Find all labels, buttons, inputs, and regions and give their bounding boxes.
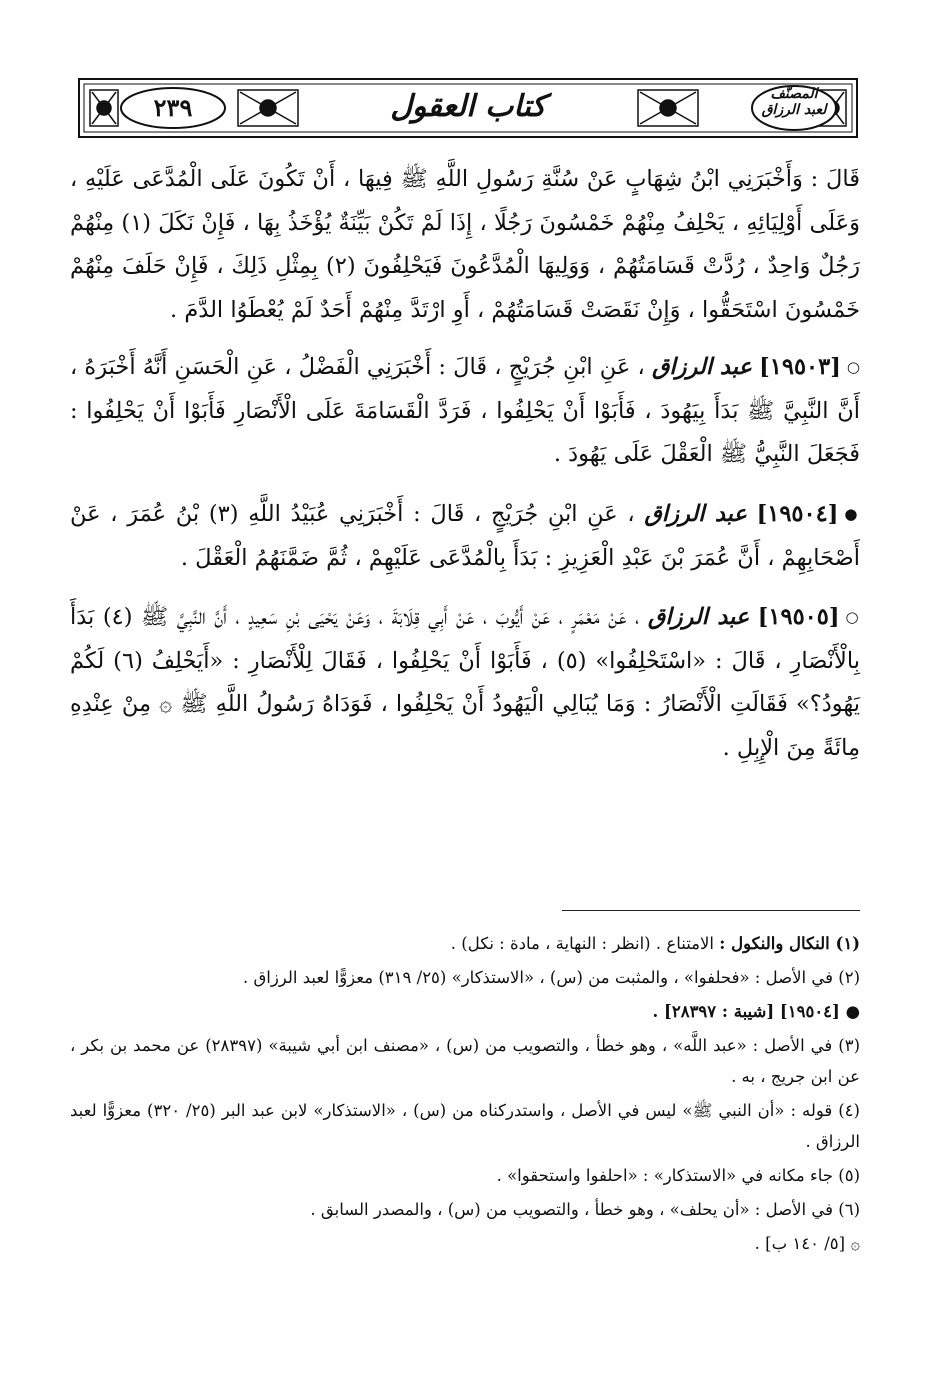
- book-logo: [754, 86, 834, 130]
- paragraph-text: قَالَ : وَأَخْبَرَنِي ابْنُ شِهَابٍ عَنْ سُنَّةِ رَسُولِ اللَّهِ ﷺ فِيهَا ، أَنْ تَكُونَ عَلَى الْمُدَّعَى عَلَيْهِ ، وَعَلَى أَوْلِيَائِهِ ، يَحْلِفُ مِنْهُمْ خَمْسُونَ رَجُلًا ، إِذَا لَمْ تَكُنْ بَيِّنَةٌ يُؤْخَذُ بِهَا ، فَإِنْ نَكَلَ (١) مِنْهُمْ رَجُلٌ وَاحِدٌ ، رُدَّتْ قَسَامَتُهُمْ ، وَوَلِيهَا الْمُدَّعُونَ فَيَحْلِفُونَ (٢) بِمِثْلِ ذَلِكَ ، فَإِنْ حَلَفَ مِنْهُمْ خَمْسُونَ اسْتَحَقُّوا ، وَإِنْ نَقَصَتْ قَسَامَتُهُمْ ، أَوِ ارْتَدَّ مِنْهُمْ أَحَدٌ لَمْ يُعْطَوُا الدَّمَ .: [70, 166, 861, 323]
- hadith-number: [١٩٥٠٥]: [757, 604, 840, 630]
- hadith-19503: [70, 346, 860, 477]
- footnote: [70, 1228, 860, 1259]
- page-header: [78, 78, 858, 138]
- book-logo-line2: لعبد الرزاق: [761, 102, 827, 118]
- footnote: [70, 1194, 860, 1225]
- footnotes: [70, 928, 860, 1262]
- footnote: [70, 1095, 860, 1157]
- hadith-author: عبد الرزاق: [647, 604, 750, 630]
- hadith-author: عبد الرزاق: [644, 500, 747, 527]
- footnote-text: (٦) في الأصل : «أن يحلف» ، وهو خطأ ، والتصويب من (س) ، والمصدر السابق .: [310, 1200, 860, 1219]
- hollow-circle-marker: ○: [846, 358, 860, 377]
- footnote-text: ۞ [٥/ ١٤٠ ب] .: [754, 1234, 860, 1253]
- page-number: ٢٣٩: [153, 93, 193, 122]
- hadith-author: عبد الرزاق: [651, 354, 752, 380]
- footnote: [70, 928, 860, 959]
- hadith-19505: [70, 596, 860, 770]
- footnote-text: الامتناع . (انظر : النهاية ، مادة : نكل) .: [450, 934, 715, 953]
- book-logo-line1: المصنّف: [770, 86, 818, 102]
- main-text: [70, 158, 860, 786]
- footnote-label: (١) النكال والنكول :: [719, 934, 860, 953]
- hollow-circle-marker: ○: [845, 608, 860, 627]
- hadith-19504: [70, 493, 860, 580]
- footnote-separator: [562, 910, 860, 911]
- page-title: كتاب العقول: [390, 89, 546, 124]
- filled-circle-marker: ●: [844, 505, 860, 523]
- footnote: [70, 962, 860, 993]
- footnote: [70, 1030, 860, 1092]
- hadith-text: ، عَنْ مَعْمَرٍ ، عَنْ أَيُّوبَ ، عَنْ أَبِي قِلَابَةَ ، وَعَنْ يَحْيَى بْنِ سَعِيدٍ ، أَنَّ النَّبِيَّ ﷺ (٤) بَدَأَ بِالْأَنْصَارِ ، قَالَ : «اسْتَحْلِفُوا» (٥) ، فَأَبَوْا أَنْ يَحْلِفُوا ، فَقَالَ لِلْأَنْصَارِ : «أَيَحْلِفُ (٦) لَكُمْ يَهُودُ؟» فَقَالَتِ الْأَنْصَارُ : وَمَا يُبَالِي الْيَهُودُ أَنْ يَحْلِفُوا ، فَوَدَاهُ رَسُولُ اللَّهِ ﷺ ۞ مِنْ عِنْدِهِ مِائَةً مِنَ الْإِبِلِ .: [70, 604, 861, 761]
- hadith-number: [١٩٥٠٤]: [756, 500, 839, 527]
- hadith-text: ، عَنِ ابْنِ جُرَيْجٍ ، قَالَ : أَخْبَرَنِي الْفَضْلُ ، عَنِ الْحَسَنِ أَنَّهُ أَخْبَرَهُ ، أَنَّ النَّبِيَّ ﷺ بَدَأَ بِيَهُودَ ، فَأَبَوْا أَنْ يَحْلِفُوا ، فَرَدَّ الْقَسَامَةَ عَلَى الْأَنْصَارِ فَأَبَوْا أَنْ يَحْلِفُوا : فَجَعَلَ النَّبِيُّ ﷺ الْعَقْلَ عَلَى يَهُودَ .: [70, 354, 860, 468]
- paragraph: [70, 158, 860, 332]
- footnote-text: (٤) قوله : «أن النبي ﷺ» ليس في الأصل ، واستدركناه من (س) ، «الاستذكار» لابن عبد البر (٢٥/ ٣٢٠) معزوًّا لعبد الرزاق .: [70, 1101, 860, 1151]
- footnote-text: (٣) في الأصل : «عبد اللَّه» ، وهو خطأ ، والتصويب من (س) ، «مصنف ابن أبي شيبة» (٢٨٣٩٧) عن محمد بن بكر ، عن ابن جريج ، به .: [70, 1036, 860, 1086]
- hadith-text: ، عَنِ ابْنِ جُرَيْجٍ ، قَالَ : أَخْبَرَنِي عُبَيْدُ اللَّهِ (٣) بْنُ عُمَرَ ، عَنْ أَصْحَابِهِمْ ، أَنَّ عُمَرَ بْنَ عَبْدِ الْعَزِيزِ : بَدَأَ بِالْمُدَّعَى عَلَيْهِمْ ، ثُمَّ ضَمَّنَهُمُ الْعَقْلَ .: [70, 500, 860, 571]
- footnote: [70, 1160, 860, 1191]
- footnote-text: (٢) في الأصل : «فحلفوا» ، والمثبت من (س) ، «الاستذكار» (٢٥/ ٣١٩) معزوًّا لعبد الرزاق .: [242, 968, 860, 987]
- footnote: [70, 996, 860, 1027]
- footnote-text: (٥) جاء مكانه في «الاستذكار» : «احلفوا واستحقوا» .: [496, 1166, 860, 1185]
- footnote-reference: ● [١٩٥٠٤] [شيبة : ٢٨٣٩٧] .: [652, 1002, 860, 1021]
- hadith-number: [١٩٥٠٣]: [759, 354, 841, 380]
